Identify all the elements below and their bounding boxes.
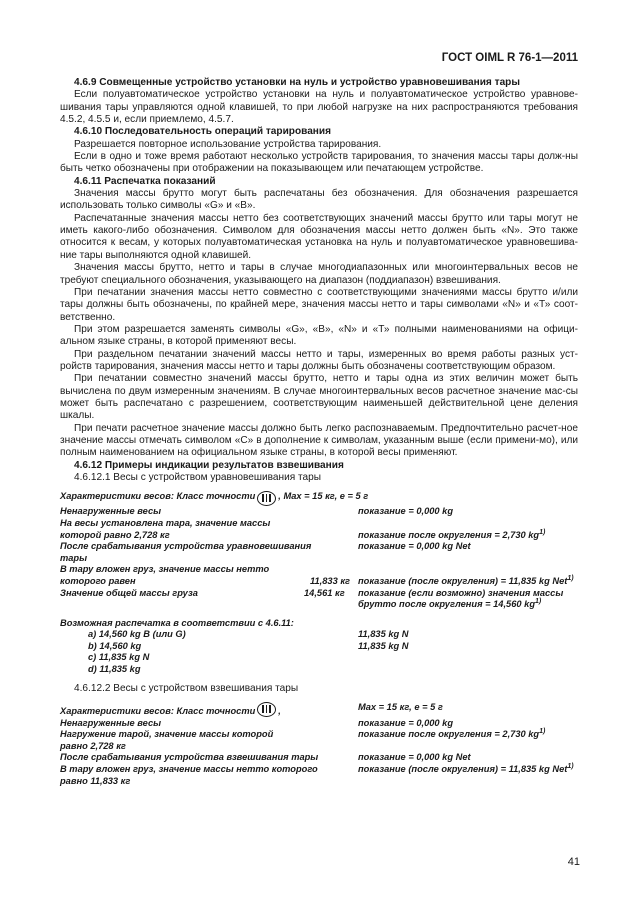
subsection-heading: 4.6.12.2 Весы с устройством взвешивания тары bbox=[74, 682, 299, 694]
example-right: брутто после округления = 14,560 $kg^{1)}$ bbox=[358, 598, 542, 610]
example-left: Ненагруженные весы bbox=[60, 717, 162, 728]
printout-item: b) 14,560 kg bbox=[88, 640, 142, 651]
printout-value: 11,835 kg N bbox=[358, 640, 409, 651]
example-row bbox=[60, 776, 578, 788]
example-row bbox=[60, 588, 578, 600]
example-2 bbox=[60, 702, 578, 787]
example-row bbox=[60, 618, 578, 630]
printout-value: 11,835 kg N bbox=[358, 629, 409, 640]
paragraph: Если в одно и тоже время работают несколько устройств тарирования, то значения массы тары долж-ны быть четко обозначены при отображении на показывающем или печатающем устройстве. bbox=[60, 151, 578, 175]
page-number: 41 bbox=[567, 856, 580, 868]
example-right: показание (если возможно) значения массы bbox=[358, 587, 564, 598]
example-left: равно 11,833 кг bbox=[60, 775, 131, 786]
example-left: Ненагруженные весы bbox=[60, 506, 162, 517]
example-row bbox=[60, 518, 578, 530]
section-heading-4-6-10: 4.6.10 Последовательность операций тарирования bbox=[74, 126, 332, 138]
example-left: которой равно 2,728 кг bbox=[60, 529, 170, 540]
paragraph: Разрешается повторное использование устройства тарирования. bbox=[74, 138, 382, 150]
section-heading-4-6-11: 4.6.11 Распечатка показаний bbox=[74, 175, 216, 187]
example-row bbox=[60, 702, 578, 718]
example-left: которого равен 11,833 кг bbox=[60, 575, 351, 586]
example-right: показание = 0,000 kg bbox=[358, 506, 454, 517]
printout-item: a) 14,560 kg B (или G) bbox=[88, 629, 186, 640]
example-left: В тару вложен груз, значение массы нетто bbox=[60, 564, 270, 575]
example-1 bbox=[60, 491, 578, 675]
paragraph: При печати расчетное значение массы должно быть легко распознаваемым. Предпочтительно расчет-ное значение массы отмечать символом «С» в дополнение к символам, указанным выше (если примени-мо), или полным наименованием на официальном языке страны, в которой весы применяют. bbox=[60, 422, 578, 459]
example-row bbox=[60, 491, 578, 506]
example-left: равно 2,728 кг bbox=[60, 740, 126, 751]
example-row bbox=[60, 564, 578, 576]
example-left: Значение общей массы груза 14,561 кг bbox=[60, 587, 345, 598]
example-right: показание после округления = 2,730 $kg^{1)}$ bbox=[358, 728, 546, 740]
printout-row bbox=[60, 641, 578, 653]
example-left: После срабатывания устройства взвешивания тары bbox=[60, 752, 319, 763]
example-left: Нагружение тарой, значение массы которой bbox=[60, 729, 274, 740]
example-row bbox=[60, 718, 578, 730]
paragraph: При печатании значения массы нетто совместно с соответствующими значениями массы брутто и/или тары должны быть обозначены, по крайней мере, значения массы нетто и тары символами «N» и «Т» соот-ветственно. bbox=[60, 286, 578, 323]
printout-row bbox=[60, 664, 578, 676]
example-left: Характеристики весов: Класс точности , bbox=[60, 702, 358, 718]
example-row bbox=[60, 506, 578, 518]
example-row bbox=[60, 576, 578, 588]
example-row bbox=[60, 553, 578, 565]
example-right: показание = 0,000 kg Net bbox=[358, 752, 471, 763]
max-e-values: , Max = 15 кг, e = 5 г bbox=[278, 491, 369, 502]
printout-item: d) 11,835 kg bbox=[88, 664, 141, 675]
example-right: Max = 15 кг, e = 5 г bbox=[358, 702, 443, 712]
printout-item: c) 11,835 kg N bbox=[88, 652, 150, 663]
printout-row bbox=[60, 629, 578, 641]
example-row bbox=[60, 764, 578, 776]
paragraph: Значения массы брутто могут быть распечатаны без обозначения. Для обозначения разрешается использовать только символы «G» и «В». bbox=[60, 188, 578, 212]
example-right: показание = 0,000 kg Net bbox=[358, 541, 471, 552]
paragraph: При этом разрешается заменять символы «G», «В», «N» и «Т» полными наименованиями на офици-альном языке страны, в которой применяют весы. bbox=[60, 323, 578, 348]
example-row bbox=[60, 752, 578, 764]
paragraph: Значения массы брутто, нетто и тары в случае многодиапазонных или многоинтервальных весов не требуют специального обозначения, указывающего на диапазон (поддиапазон) взвешивания. bbox=[60, 262, 578, 286]
running-header: ГОСТ OIML R 76-1—2011 bbox=[441, 52, 578, 64]
example-right: показание (после округления) = 11,835 kg Net$^{1)}$ bbox=[358, 574, 574, 586]
printout-row bbox=[60, 652, 578, 664]
printout-heading: Возможная распечатка в соответствии с 4.6.11: bbox=[60, 617, 294, 628]
example-left: На весы установлена тара, значение массы bbox=[60, 517, 271, 528]
paragraph: При печатании совместно значений массы брутто, нетто и тары одна из этих величин может быть вычислена по двум измеренным значениям. В случае многоинтервальных весов расчетное значение мас-сы может быть распечатано с разрешением, соответствующим наименьшей действительной цене деления шкалы. bbox=[60, 373, 578, 422]
accuracy-class-iii-icon bbox=[257, 702, 276, 717]
document-body bbox=[60, 77, 578, 787]
example-row bbox=[60, 541, 578, 553]
example-left: В тару вложен груз, значение массы нетто которого bbox=[60, 763, 318, 774]
example-row bbox=[60, 741, 578, 753]
example-right: показание после округления = 2,730 $kg^{1)}$ bbox=[358, 528, 546, 540]
accuracy-class-iii-icon bbox=[257, 491, 276, 506]
section-heading-4-6-12: 4.6.12 Примеры индикации результатов взвешивания bbox=[74, 459, 344, 471]
characteristics-label: Характеристики весов: Класс точности bbox=[60, 491, 256, 502]
section-heading-4-6-9: 4.6.9 Совмещенные устройство установки на нуль и устройство уравновешивания тары bbox=[74, 77, 520, 88]
subsection-heading: 4.6.12.1 Весы с устройством уравновешивания тары bbox=[74, 472, 321, 483]
paragraph: Если полуавтоматическое устройство установки на нуль и полуавтоматическое устройство уравнове-шивания тары управляются одной клавишей, то при любой нагрузке на них распространяются требования 4.5.2, 4.5.5 и, если приемлемо, 4.5.7. bbox=[60, 89, 578, 126]
example-right: показание = 0,000 kg bbox=[358, 717, 454, 728]
example-left: После срабатывания устройства уравновешивания bbox=[60, 541, 312, 552]
example-right: показание (после округления) = 11,835 kg Net$^{1)}$ bbox=[358, 762, 574, 774]
paragraph: Распечатанные значения массы нетто без соответствующих значений массы брутто или тары могут не иметь какого-либо обозначения. Символом для обозначения массы нетто должен быть «N». Это также относится к весам, у которых полуавтоматическая установка на нуль и полуавтоматическое уравновешива-ние тары выполняются одной клавишей. bbox=[60, 212, 578, 261]
example-row bbox=[60, 729, 578, 741]
example-left: тары bbox=[60, 552, 88, 563]
paragraph: При раздельном печатании значений массы нетто и тары, измеренных во время работы разных уст-ройств тарирования, значения массы нетто и тары должны быть обозначены соответствующим образом. bbox=[60, 348, 578, 372]
example-row bbox=[60, 599, 578, 611]
example-row bbox=[60, 530, 578, 542]
